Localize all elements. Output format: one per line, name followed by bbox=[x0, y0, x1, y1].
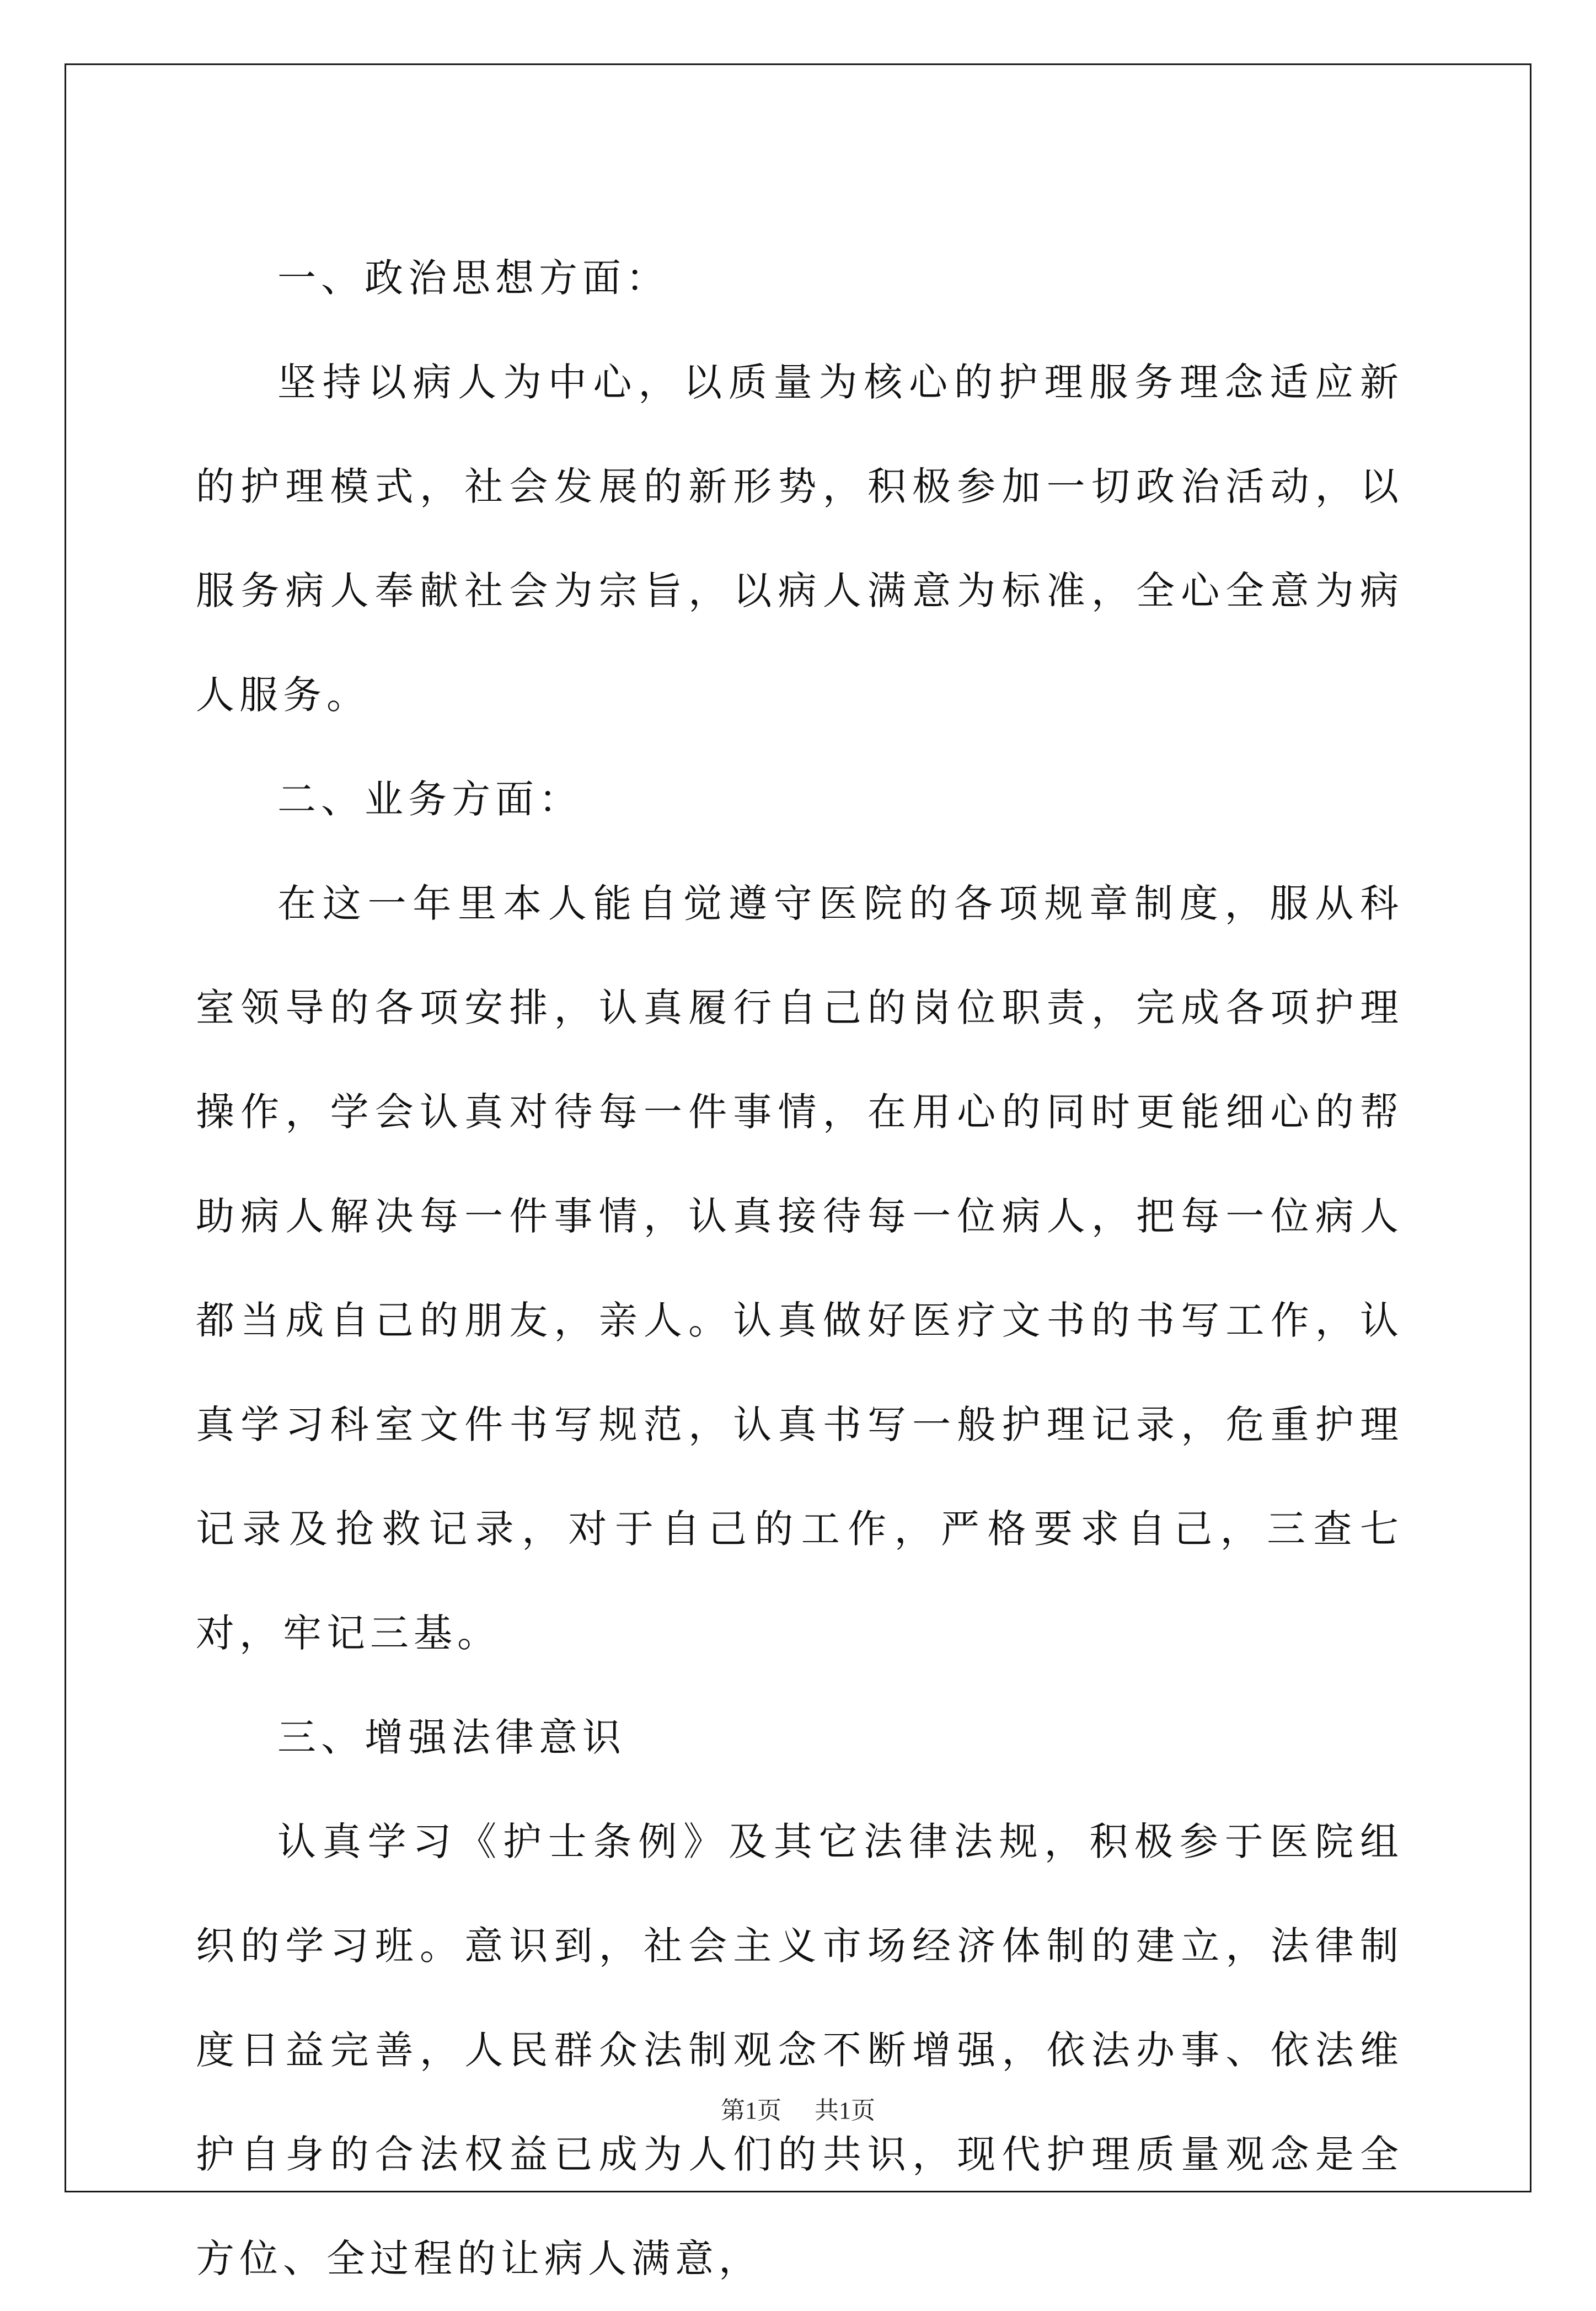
page-total: 共1页 bbox=[815, 2097, 875, 2124]
section-heading-legal: 三、增强法律意识 bbox=[277, 1715, 626, 1760]
document-body bbox=[196, 226, 1404, 2311]
page-number: 第1页 bbox=[721, 2097, 781, 2124]
section-heading-political: 一、政治思想方面： bbox=[277, 255, 670, 301]
paragraph-business: 在这一年里本人能自觉遵守医院的各项规章制度，服从科室领导的各项安排，认真履行自己的岗位职责，完成各项护理操作，学会认真对待每一件事情，在用心的同时更能细心的帮助病人解决每一件事情，认真接待每一位病人，把每一位病人都当成自己的朋友，亲人。认真做好医疗文书的书写工作，认真学习科室文件书写规范，认真书写一般护理记录，危重护理记录及抢救记录，对于自己的工作，严格要求自己，三查七对，牢记三基。 bbox=[196, 881, 1404, 1656]
paragraph-political: 坚持以病人为中心，以质量为核心的护理服务理念适应新的护理模式，社会发展的新形势，积极参加一切政治活动，以服务病人奉献社会为宗旨，以病人满意为标准，全心全意为病人服务。 bbox=[196, 360, 1404, 718]
paragraph-legal: 认真学习《护士条例》及其它法律法规，积极参于医院组织的学习班。意识到，社会主义市场经济体制的建立，法律制度日益完善，人民群众法制观念不断增强，依法办事、依法维护自身的合法权益已成为人们的共识，现代护理质量观念是全方位、全过程的让病人满意， bbox=[196, 1819, 1404, 2281]
page-footer bbox=[0, 2090, 1596, 2126]
section-heading-business: 二、业务方面： bbox=[277, 777, 582, 822]
